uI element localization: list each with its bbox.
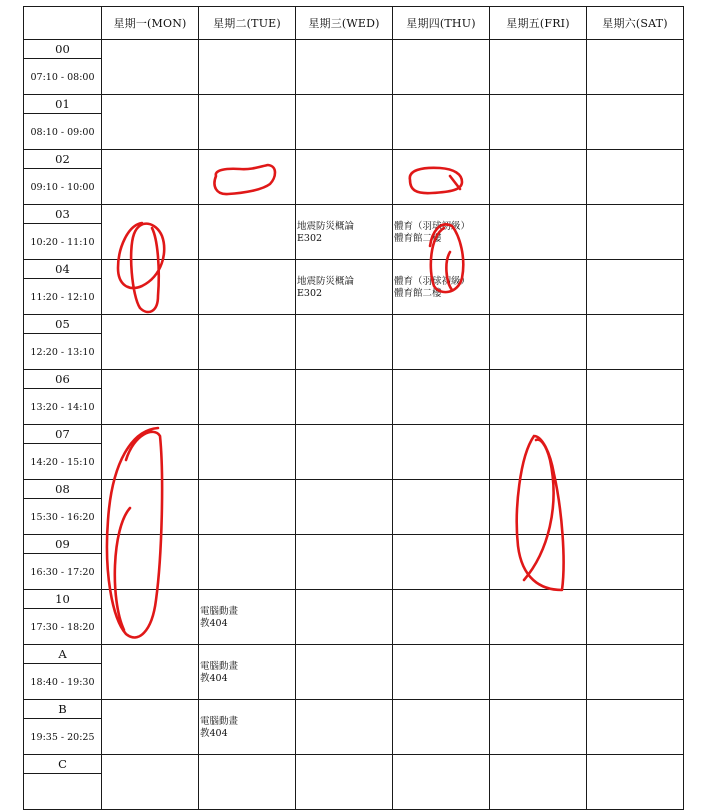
schedule-cell (296, 590, 393, 645)
header-row (24, 7, 684, 40)
period-time: 13:20 - 14:10 (30, 402, 95, 413)
period-cell (24, 150, 102, 205)
schedule-cell (199, 590, 296, 645)
schedule-cell (296, 260, 393, 315)
day-header: 星期一(MON) (102, 7, 199, 40)
schedule-cell (296, 205, 393, 260)
schedule-cell (587, 370, 684, 425)
period-row (24, 535, 684, 590)
period-row (24, 370, 684, 425)
schedule-cell (296, 150, 393, 205)
schedule-cell (393, 700, 490, 755)
period-row (24, 315, 684, 370)
period-row (24, 205, 684, 260)
schedule-cell (587, 40, 684, 95)
period-code: 07 (24, 425, 101, 444)
day-header: 星期五(FRI) (490, 7, 587, 40)
schedule-cell (102, 315, 199, 370)
period-row (24, 480, 684, 535)
period-code: 03 (24, 205, 101, 224)
schedule-cell (199, 370, 296, 425)
schedule-cell (199, 260, 296, 315)
period-code: B (24, 700, 101, 719)
period-cell (24, 700, 102, 755)
day-header: 星期三(WED) (296, 7, 393, 40)
period-time: 07:10 - 08:00 (30, 72, 95, 83)
period-row (24, 645, 684, 700)
period-cell (24, 40, 102, 95)
schedule-cell (199, 535, 296, 590)
schedule-cell (393, 260, 490, 315)
schedule-cell (102, 700, 199, 755)
period-code: 10 (24, 590, 101, 609)
period-time: 16:30 - 17:20 (30, 567, 95, 578)
timetable (23, 6, 684, 810)
period-code: 00 (24, 40, 101, 59)
schedule-cell (199, 315, 296, 370)
period-time: 18:40 - 19:30 (30, 677, 95, 688)
schedule-cell (296, 370, 393, 425)
schedule-cell (102, 370, 199, 425)
schedule-cell (296, 645, 393, 700)
schedule-cell (102, 260, 199, 315)
period-cell (24, 95, 102, 150)
schedule-cell (296, 315, 393, 370)
schedule-cell (490, 425, 587, 480)
period-row (24, 260, 684, 315)
schedule-cell (587, 480, 684, 535)
course-entry: 電腦動畫 教404 (200, 716, 239, 739)
schedule-cell (199, 40, 296, 95)
schedule-cell (490, 315, 587, 370)
schedule-cell (296, 755, 393, 810)
schedule-cell (587, 700, 684, 755)
course-entry: 電腦動畫 教404 (200, 661, 239, 684)
schedule-cell (102, 590, 199, 645)
period-cell (24, 645, 102, 700)
schedule-cell (296, 480, 393, 535)
period-time: 10:20 - 11:10 (30, 237, 95, 248)
schedule-cell (490, 480, 587, 535)
period-time: 15:30 - 16:20 (30, 512, 95, 523)
schedule-cell (393, 535, 490, 590)
period-row (24, 150, 684, 205)
schedule-cell (393, 315, 490, 370)
period-row (24, 425, 684, 480)
schedule-cell (490, 95, 587, 150)
course-entry: 電腦動畫 教404 (200, 606, 239, 629)
course-entry: 體育（羽球初級） 體育館二樓 (394, 221, 471, 244)
period-cell (24, 590, 102, 645)
period-time: 12:20 - 13:10 (30, 347, 95, 358)
period-cell (24, 370, 102, 425)
schedule-cell (587, 205, 684, 260)
period-time: 14:20 - 15:10 (30, 457, 95, 468)
day-header: 星期二(TUE) (199, 7, 296, 40)
schedule-cell (102, 150, 199, 205)
period-cell (24, 535, 102, 590)
schedule-cell (199, 425, 296, 480)
schedule-cell (393, 425, 490, 480)
schedule-cell (102, 755, 199, 810)
schedule-cell (587, 645, 684, 700)
schedule-cell (587, 755, 684, 810)
period-row (24, 700, 684, 755)
period-time (24, 774, 101, 809)
period-time: 08:10 - 09:00 (30, 127, 95, 138)
period-time: 19:35 - 20:25 (30, 732, 95, 743)
schedule-cell (587, 315, 684, 370)
schedule-cell (490, 700, 587, 755)
period-cell (24, 260, 102, 315)
schedule-cell (393, 370, 490, 425)
schedule-cell (393, 590, 490, 645)
period-time: 11:20 - 12:10 (30, 292, 95, 303)
course-entry: 地震防災概論 E302 (297, 221, 355, 244)
schedule-cell (393, 40, 490, 95)
course-entry: 地震防災概論 E302 (297, 276, 355, 299)
schedule-cell (199, 95, 296, 150)
schedule-cell (393, 755, 490, 810)
period-code: 08 (24, 480, 101, 499)
schedule-cell (199, 480, 296, 535)
schedule-cell (490, 755, 587, 810)
schedule-cell (587, 95, 684, 150)
period-cell (24, 425, 102, 480)
schedule-cell (490, 370, 587, 425)
course-entry: 體育（羽球初級） 體育館二樓 (394, 276, 471, 299)
period-cell (24, 205, 102, 260)
schedule-cell (393, 480, 490, 535)
schedule-cell (393, 205, 490, 260)
schedule-cell (490, 535, 587, 590)
schedule-cell (490, 260, 587, 315)
schedule-cell (587, 590, 684, 645)
schedule-cell (393, 95, 490, 150)
schedule-cell (490, 150, 587, 205)
schedule-cell (587, 150, 684, 205)
schedule-cell (296, 95, 393, 150)
period-code: 05 (24, 315, 101, 334)
schedule-cell (490, 645, 587, 700)
period-code: 09 (24, 535, 101, 554)
schedule-cell (490, 590, 587, 645)
period-code: C (24, 755, 101, 774)
period-code: 06 (24, 370, 101, 389)
period-row (24, 590, 684, 645)
schedule-cell (587, 535, 684, 590)
period-time: 09:10 - 10:00 (30, 182, 95, 193)
schedule-cell (587, 260, 684, 315)
period-code: A (24, 645, 101, 664)
schedule-cell (102, 95, 199, 150)
schedule-cell (199, 755, 296, 810)
period-code: 01 (24, 95, 101, 114)
period-cell (24, 315, 102, 370)
schedule-cell (199, 645, 296, 700)
schedule-cell (296, 425, 393, 480)
period-time: 17:30 - 18:20 (30, 622, 95, 633)
corner-cell (24, 7, 102, 40)
day-header: 星期四(THU) (393, 7, 490, 40)
schedule-cell (296, 535, 393, 590)
schedule-cell (102, 645, 199, 700)
schedule-cell (199, 205, 296, 260)
schedule-cell (393, 150, 490, 205)
schedule-cell (102, 425, 199, 480)
schedule-cell (393, 645, 490, 700)
schedule-cell (199, 150, 296, 205)
period-cell (24, 480, 102, 535)
schedule-cell (102, 480, 199, 535)
schedule-cell (199, 700, 296, 755)
day-header: 星期六(SAT) (587, 7, 684, 40)
period-row (24, 755, 684, 810)
schedule-cell (102, 40, 199, 95)
schedule-cell (490, 205, 587, 260)
schedule-cell (296, 40, 393, 95)
period-row (24, 95, 684, 150)
period-row (24, 40, 684, 95)
schedule-cell (587, 425, 684, 480)
schedule-cell (296, 700, 393, 755)
schedule-cell (102, 205, 199, 260)
schedule-cell (102, 535, 199, 590)
period-code: 04 (24, 260, 101, 279)
schedule-cell (490, 40, 587, 95)
period-cell (24, 755, 102, 810)
period-code: 02 (24, 150, 101, 169)
